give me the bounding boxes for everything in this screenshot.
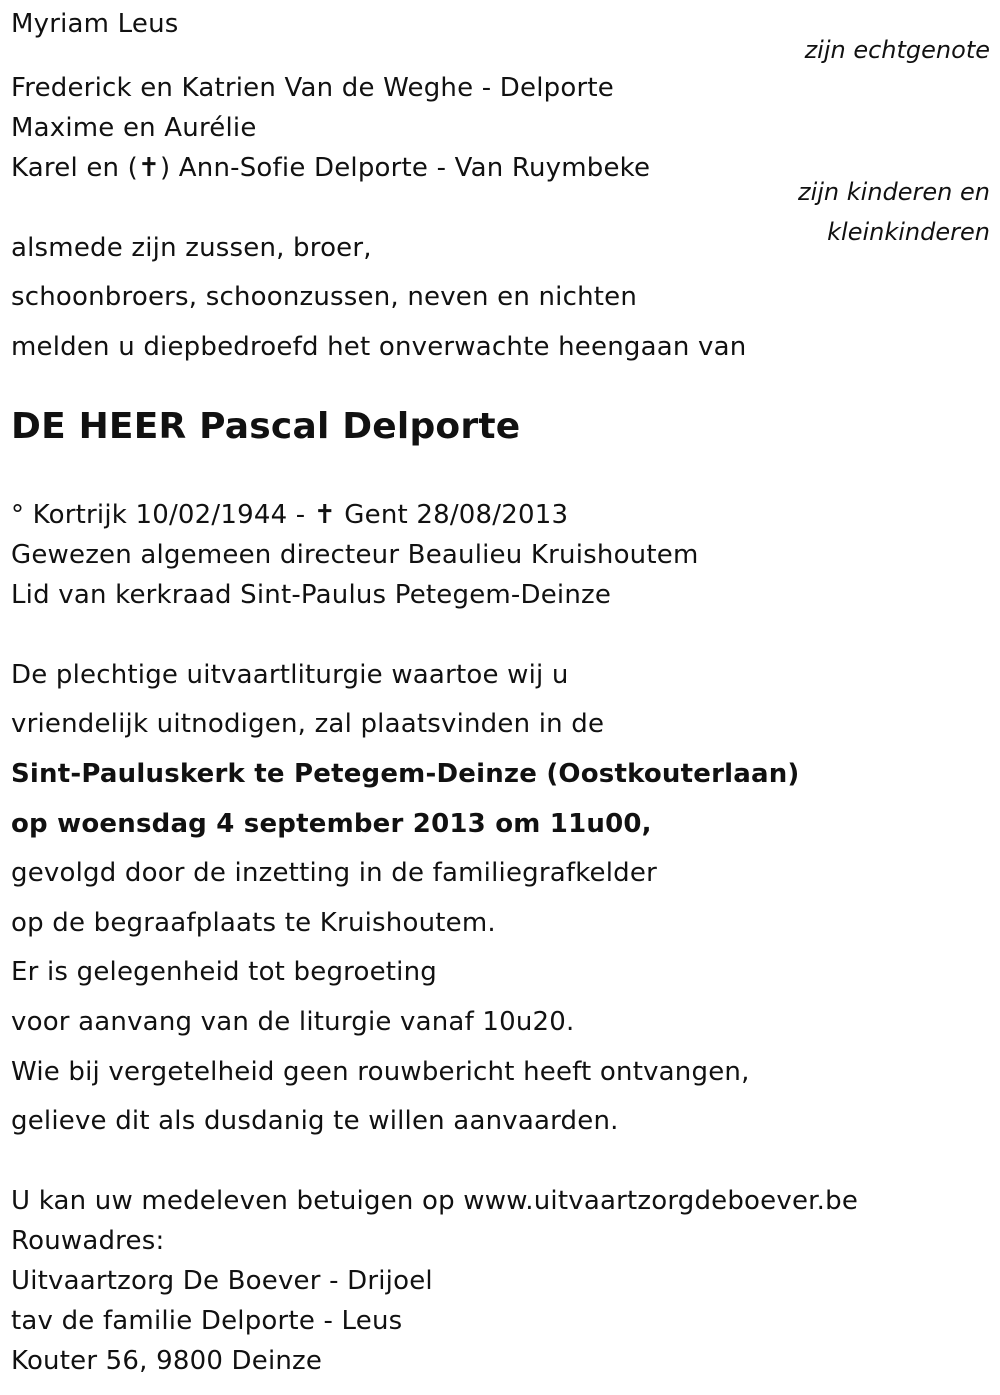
announcement: melden u diepbedroefd het onverwachte heengaan van	[11, 332, 747, 362]
spouse-name: Myriam Leus	[11, 9, 179, 39]
ceremony-text: voor aanvang van de liturgie vanaf 10u20.	[11, 1007, 575, 1037]
ceremony-text: op de begraafplaats te Kruishoutem.	[11, 908, 496, 938]
address-line: Uitvaartzorg De Boever - Drijoel	[11, 1266, 433, 1296]
ceremony-text: vriendelijk uitnodigen, zal plaatsvinden in de	[11, 709, 605, 739]
deceased-role: Lid van kerkraad Sint-Paulus Petegem-Deinze	[11, 580, 612, 610]
ceremony-text: De plechtige uitvaartliturgie waartoe wij u	[11, 660, 569, 690]
children-line: Frederick en Katrien Van de Weghe - Delporte	[11, 73, 614, 103]
ceremony-datetime: op woensdag 4 september 2013 om 11u00,	[11, 809, 652, 839]
ceremony-location: Sint-Pauluskerk te Petegem-Deinze (Oostkouterlaan)	[11, 759, 800, 789]
children-line: Maxime en Aurélie	[11, 113, 257, 143]
ceremony-text: gelieve dit als dusdanig te willen aanvaarden.	[11, 1106, 619, 1136]
children-line: Karel en (✝) Ann-Sofie Delporte - Van Ruymbeke	[11, 153, 651, 183]
birth-death-dates: ° Kortrijk 10/02/1944 - ✝ Gent 28/08/2013	[11, 500, 569, 530]
deceased-role: Gewezen algemeen directeur Beaulieu Kruishoutem	[11, 540, 699, 570]
ceremony-text: gevolgd door de inzetting in de familiegrafkelder	[11, 858, 657, 888]
address-line: tav de familie Delporte - Leus	[11, 1306, 403, 1336]
address-label: Rouwadres:	[11, 1226, 165, 1256]
condolence-text: U kan uw medeleven betuigen op www.uitvaartzorgdeboever.be	[11, 1186, 859, 1216]
children-relation-line2: kleinkinderen	[827, 218, 990, 246]
ceremony-text: Er is gelegenheid tot begroeting	[11, 957, 437, 987]
ceremony-text: Wie bij vergetelheid geen rouwbericht heeft ontvangen,	[11, 1057, 750, 1087]
children-relation-line1: zijn kinderen en	[798, 178, 990, 206]
others-line: alsmede zijn zussen, broer,	[11, 233, 372, 263]
spouse-relation: zijn echtgenote	[804, 36, 990, 64]
address-line: Kouter 56, 9800 Deinze	[11, 1346, 323, 1376]
others-line: schoonbroers, schoonzussen, neven en nichten	[11, 282, 638, 312]
deceased-name: DE HEER Pascal Delporte	[11, 406, 521, 447]
